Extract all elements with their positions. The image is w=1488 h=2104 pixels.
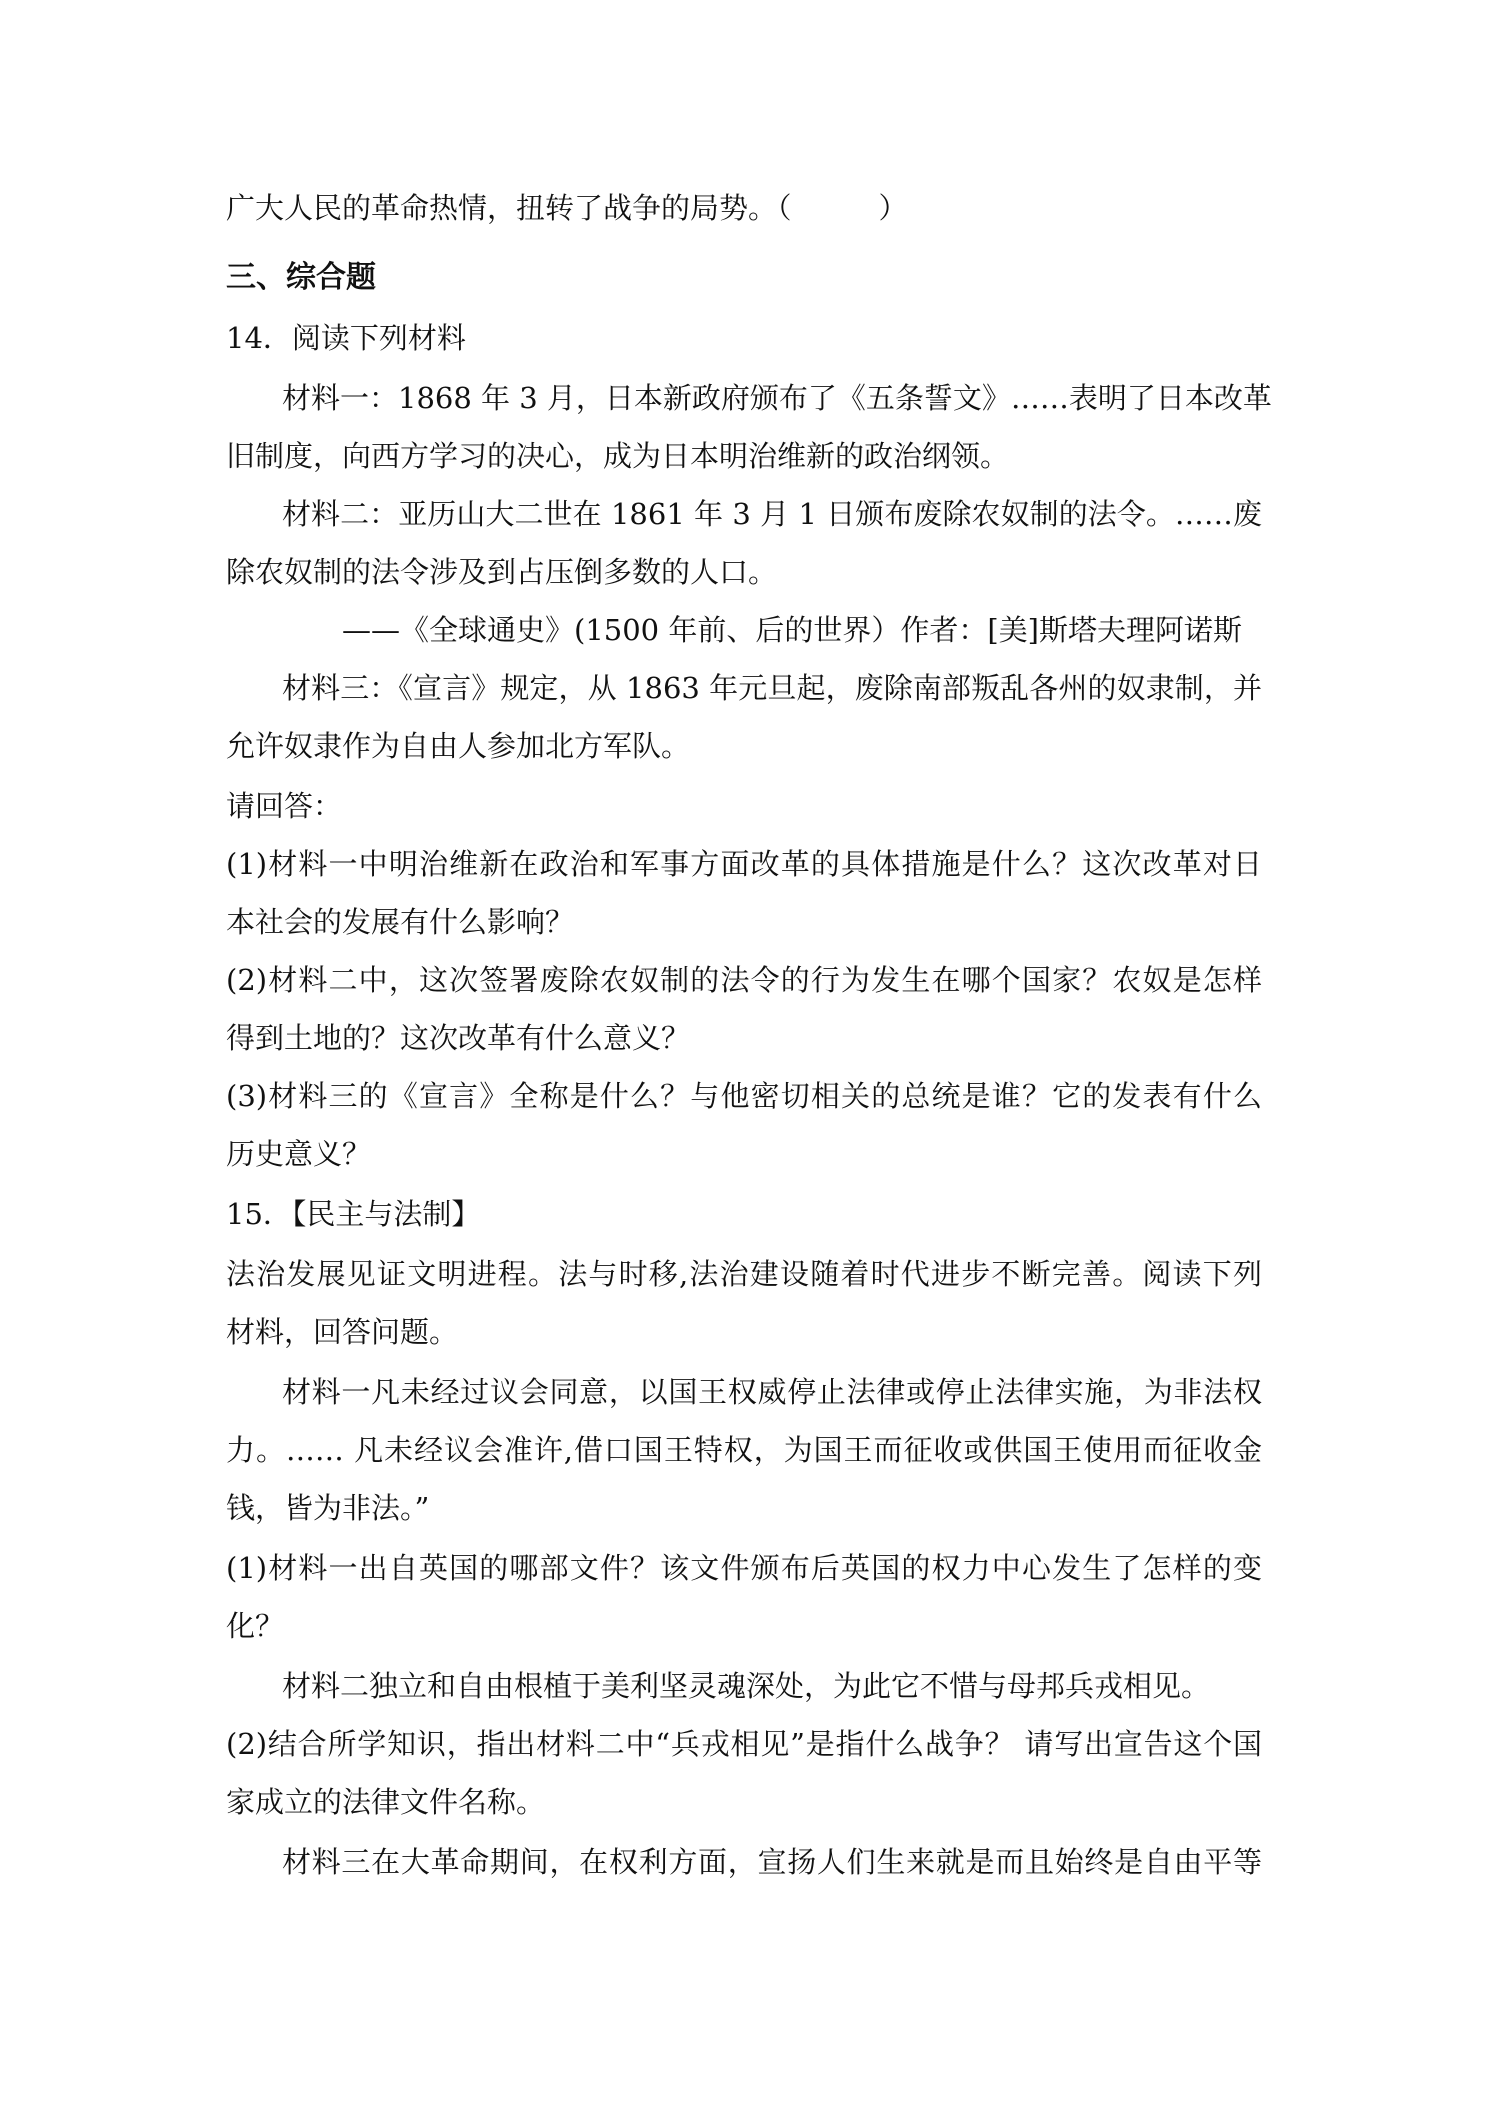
prompt-text: 请回答： xyxy=(226,789,343,823)
material-text: 材料二：亚历山大二世在 1861 年 3 月 1 日颁布废除农奴制的法令。……废 xyxy=(282,497,1262,531)
material-text: 材料三：《宣言》规定，从 1863 年元旦起，废除南部叛乱各州的奴隶制，并 xyxy=(282,671,1262,705)
source-citation: ——《全球通史》(1500 年前、后的世界）作者：[美]斯塔夫理阿诺斯 xyxy=(342,613,1242,647)
sub-question: (1)材料一出自英国的哪部文件？该文件颁布后英国的权力中心发生了怎样的变 xyxy=(226,1551,1262,1585)
text-line: 广大人民的革命热情，扭转了战争的局势。（ ） xyxy=(226,191,908,225)
material-text: 除农奴制的法令涉及到占压倒多数的人口。 xyxy=(226,555,778,589)
material-text: 旧制度，向西方学习的决心，成为日本明治维新的政治纲领。 xyxy=(226,439,1010,473)
sub-question: 家成立的法律文件名称。 xyxy=(226,1785,546,1819)
sub-question: 化？ xyxy=(226,1609,285,1643)
sub-question: 得到土地的？这次改革有什么意义？ xyxy=(226,1021,691,1055)
sub-question: 历史意义？ xyxy=(226,1137,372,1171)
intro-text: 法治发展见证文明进程。法与时移,法治建设随着时代进步不断完善。阅读下列 xyxy=(226,1257,1262,1291)
material-text: 材料一凡未经过议会同意，以国王权威停止法律或停止法律实施，为非法权 xyxy=(282,1375,1262,1409)
material-text: 材料三在大革命期间，在权利方面，宣扬人们生来就是而且始终是自由平等 xyxy=(282,1845,1262,1879)
material-text: 力。…… 凡未经议会准许,借口国王特权，为国王而征收或供国王使用而征收金 xyxy=(226,1433,1262,1467)
material-text: 材料二独立和自由根植于美利坚灵魂深处，为此它不惜与母邦兵戎相见。 xyxy=(282,1669,1211,1703)
sub-question: (2)材料二中，这次签署废除农奴制的法令的行为发生在哪个国家？农奴是怎样 xyxy=(226,963,1262,997)
sub-question: 本社会的发展有什么影响？ xyxy=(226,905,575,939)
material-text: 钱，皆为非法。” xyxy=(226,1491,430,1525)
sub-question: (2)结合所学知识，指出材料二中“兵戎相见”是指什么战争？ 请写出宣告这个国 xyxy=(226,1727,1262,1761)
section-heading: 三、综合题 xyxy=(226,260,376,295)
sub-question: (1)材料一中明治维新在政治和军事方面改革的具体措施是什么？这次改革对日 xyxy=(226,847,1262,881)
material-text: 允许奴隶作为自由人参加北方军队。 xyxy=(226,729,691,763)
material-text: 材料一：1868 年 3 月，日本新政府颁布了《五条誓文》……表明了日本改革 xyxy=(282,381,1272,415)
question-number: 14．阅读下列材料 xyxy=(226,321,466,355)
question-number: 15．【民主与法制】 xyxy=(226,1197,481,1231)
intro-text: 材料，回答问题。 xyxy=(226,1315,459,1349)
sub-question: (3)材料三的《宣言》全称是什么？与他密切相关的总统是谁？它的发表有什么 xyxy=(226,1079,1262,1113)
